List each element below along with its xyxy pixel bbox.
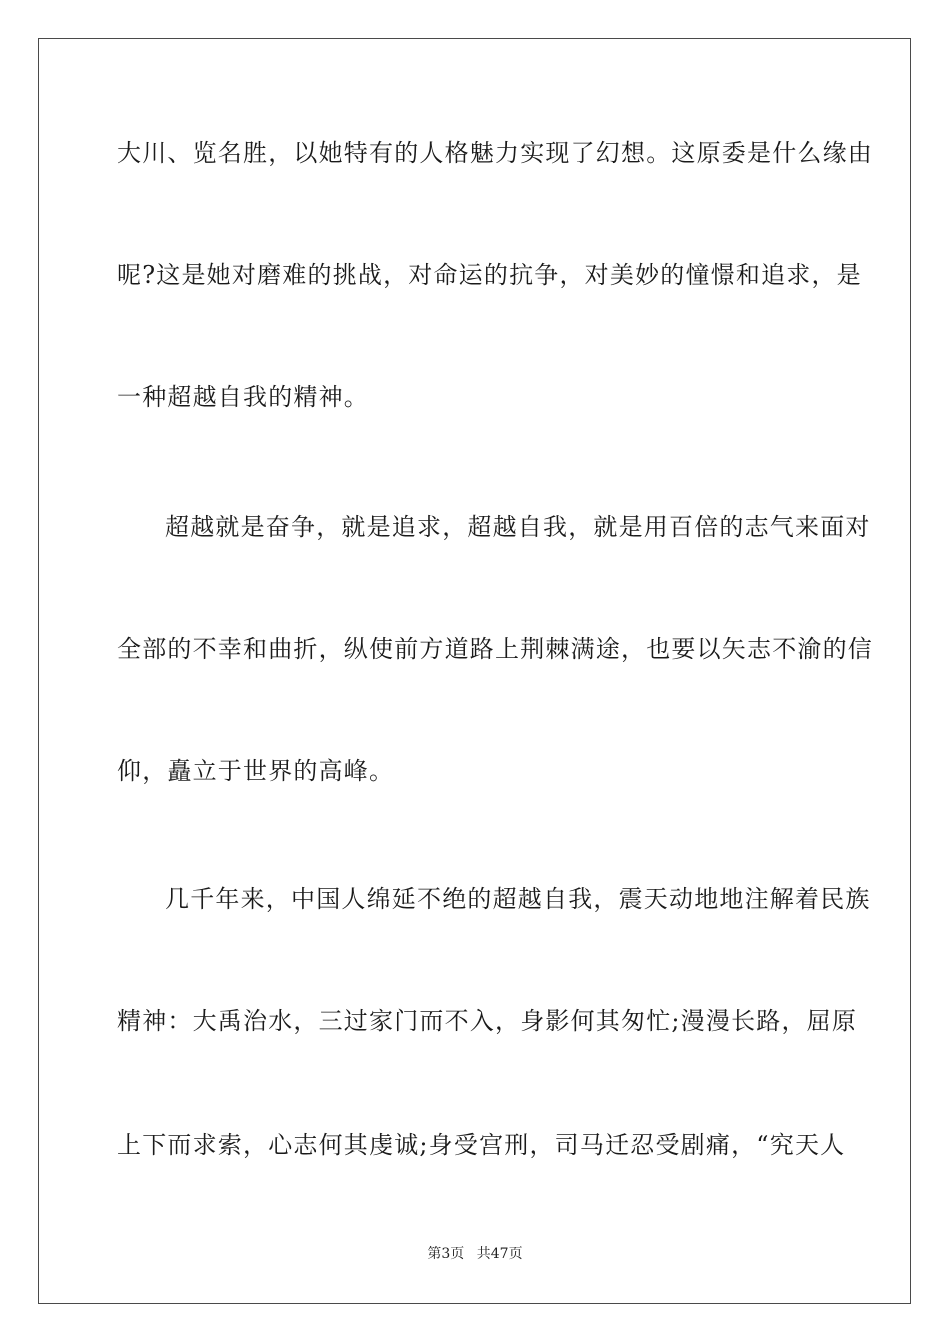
text-line-3: 一种超越自我的精神。 bbox=[117, 383, 369, 411]
text-line-1: 大川、览名胜，以她特有的人格魅力实现了幻想。这原委是什么缘由 bbox=[117, 139, 873, 167]
text-line-7: 几千年来，中国人绵延不绝的超越自我，震天动地地注解着民族 bbox=[165, 885, 871, 913]
text-line-9: 上下而求索，心志何其虔诚;身受宫刑，司马迁忍受剧痛，“究天人 bbox=[117, 1131, 846, 1159]
page-number: 第3页 bbox=[427, 1246, 465, 1262]
page-total: 共47页 bbox=[476, 1246, 523, 1262]
text-line-6: 仰，矗立于世界的高峰。 bbox=[117, 757, 395, 785]
page-footer bbox=[0, 1245, 950, 1263]
text-line-8: 精神：大禹治水，三过家门而不入，身影何其匆忙;漫漫长路，屈原 bbox=[117, 1007, 858, 1035]
text-line-4: 超越就是奋争，就是追求，超越自我，就是用百倍的志气来面对 bbox=[165, 513, 871, 541]
text-line-5: 全部的不幸和曲折，纵使前方道路上荆棘满途，也要以矢志不渝的信 bbox=[117, 635, 873, 663]
text-line-2: 呢?这是她对磨难的挑战，对命运的抗争，对美妙的憧憬和追求，是 bbox=[117, 261, 862, 289]
page-border bbox=[38, 38, 911, 1304]
